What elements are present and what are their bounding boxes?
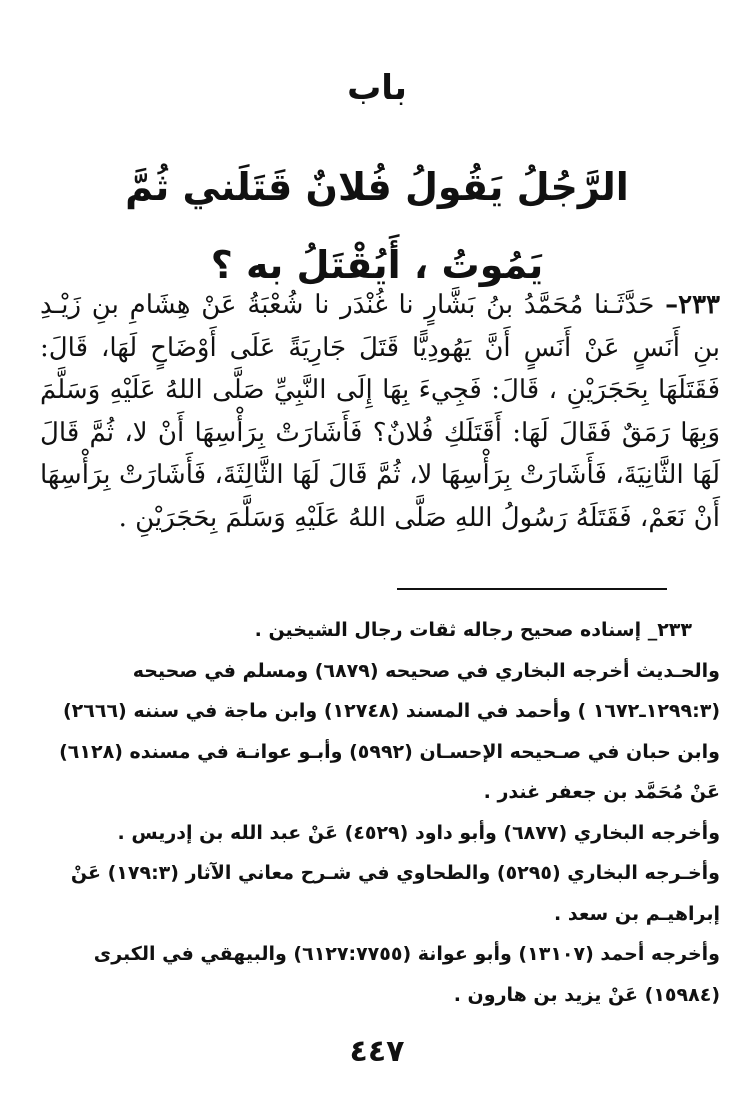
footnotes (40, 610, 720, 1015)
footnote-takhrij: وأخرجه البخاري (٦٨٧٧) وأبو داود (٤٥٢٩) عَنْ عبد الله بن إدريس . (117, 821, 720, 844)
hadith-text (40, 284, 720, 539)
footnote-divider (397, 588, 667, 590)
footnote-grading: ٢٣٣_ إسناده صحيح رجاله ثقات رجال الشيخين . (254, 619, 692, 641)
footnote-takhrij: وأخـرجه البخاري (٥٢٩٥) والطحاوي في شـرح معاني الآثار (١٧٩:٣) عَنْ إبراهيـم بن سعد . (70, 862, 720, 925)
hadith-number: ٢٣٣– (665, 290, 721, 320)
hadith-body: حَدَّثَـنا مُحَمَّدُ بنُ بَشَّارٍ نا غُنْدَر نا شُعْبَةُ عَنْ هِشَامِ بنِ زَيْـدِ بنِ أَنَسٍ عَنْ أَنَسٍ أَنَّ يَهُودِيًّا قَتَلَ جَارِيَةً عَلَى أَوْضَاحٍ لَهَا، قَالَ: فَقَتَلَهَا بِحَجَرَيْنِ ، قَالَ: فَجِيءَ بِهَا إِلَى النَّبِيِّ صَلَّى اللهُ عَلَيْهِ وَسَلَّمَ وَبِهَا رَمَقٌ فَقَالَ لَهَا: أَقَتَلَكِ فُلانٌ؟ فَأَشَارَتْ بِرَأْسِهَا أَنْ لا، ثُمَّ قَالَ لَهَا الثَّانِيَةَ، فَأَشَارَتْ بِرَأْسِهَا لا، ثُمَّ قَالَ لَهَا الثَّالِثَةَ، فَأَشَارَتْ بِرَأْسِهَا أَنْ نَعَمْ، فَقَتَلَهُ رَسُولُ اللهِ صَلَّى اللهُ عَلَيْهِ وَسَلَّمَ بِحَجَرَيْنِ . (40, 290, 720, 533)
chapter-title: الرَّجُلُ يَقُولُ فُلانٌ قَتَلَني ثُمَّ يَمُوتُ ، أَيُقْتَلُ به ؟ (125, 165, 629, 287)
chapter-label: باب (347, 68, 407, 108)
footnote-takhrij: وأخرجه أحمد (١٣١٠٧) وأبو عوانة (٦١٢٧:٧٧٥٥) والبيهقي في الكبرى (١٥٩٨٤) عَنْ يزيد بن هارون . (93, 943, 720, 1006)
footnote-takhrij: والحـديث أخرجه البخاري في صحيحه (٦٨٧٩) ومسلم في صحيحه (١٢٩٩:٣ـ١٦٧٢ ) وأحمد في المسند (١٢٧٤٨) وابن ماجة في سننه (٢٦٦٦) وابن حبان في صـحيحه الإحسـان (٥٩٩٢) وأبـو عوانـة في مسنده (٦١٢٨) عَنْ مُحَمَّد بن جعفر غندر . (59, 659, 720, 803)
page-number: ٤٤٧ (349, 1034, 405, 1069)
